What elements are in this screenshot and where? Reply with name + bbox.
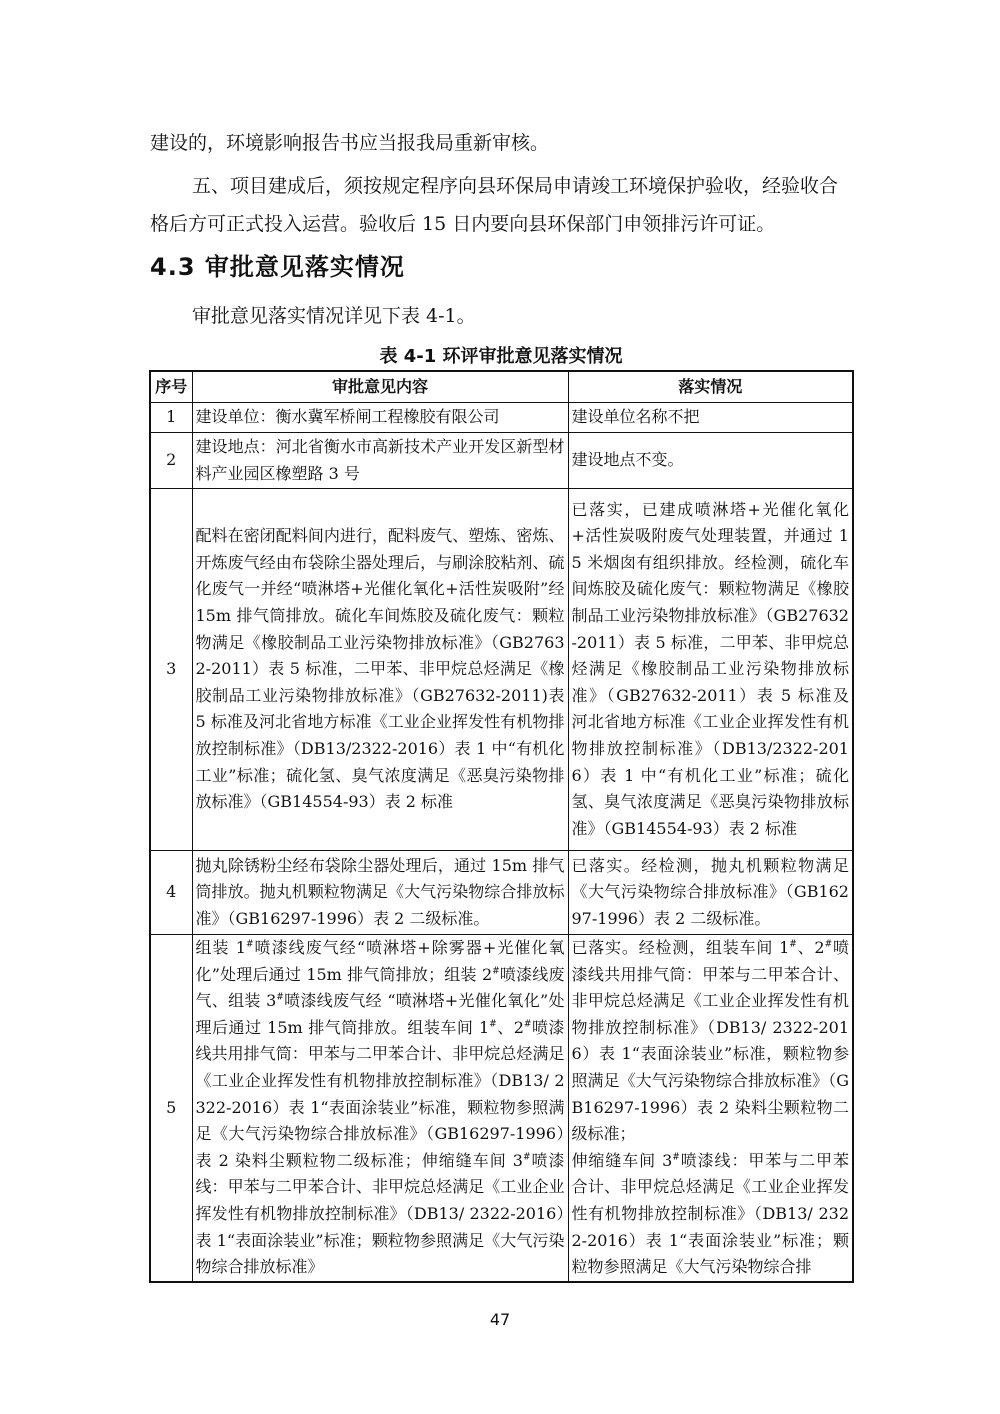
superscript-mark: # xyxy=(276,992,284,1003)
superscript-mark: # xyxy=(492,966,500,977)
row-opinion: 建设地点：河北省衡水市高新技术产业开发区新型材料产业园区橡塑路 3 号 xyxy=(192,433,568,489)
section-heading: 4.3 审批意见落实情况 xyxy=(150,253,405,281)
status-text: 伸缩缝车间 3 xyxy=(571,1150,673,1170)
superscript-mark: # xyxy=(522,1152,531,1163)
approval-table xyxy=(149,370,854,1283)
status-text: 喷漆线：甲苯与二甲苯合计、非甲烷总烃满足《工业企业挥发性有机物排放控制标准》（DB13/ 2322-2016）表 1“表面涂装业”标准；颗粒物参照满足《大气污染物综合排 xyxy=(571,1150,849,1277)
row-number: 1 xyxy=(150,403,192,433)
paragraph-item-five: 五、项目建成后，须按规定程序向县环保局申请竣工环境保护验收，经验收合格后方可正式投入运营。验收后 15 日内要向县环保部门申领排污许可证。 xyxy=(150,175,839,235)
opinion-text: 、2 xyxy=(496,1017,524,1037)
row-opinion: 配料在密闭配料间内进行，配料废气、塑炼、密炼、开炼废气经由布袋除尘器处理后，与刷涂胶粘剂、硫化废气一并经“喷淋塔+光催化氧化+活性炭吸附”经 15m 排气筒排放。硫化车间炼胶及硫化废气：颗粒物满足《橡胶制品工业污染物排放标准》（GB27632-2011）表 5 标准，二甲苯、非甲烷总烃满足《橡胶制品工业污染物排放标准》（GB27632-2011)表 5 标准及河北省地方标准《工业企业挥发性有机物排放控制标准》（DB13/2322-2016）表 1 中“有机化工业”标准；硫化氢、臭气浓度满足《恶臭污染物排放标准》（GB14554-93）表 2 标准 xyxy=(192,489,568,851)
opinion-text: 喷漆线共用排气筒：甲苯与二甲苯合计、非甲烷总烃满足《工业企业挥发性有机物排放控制标准》（DB13/ 2322-2016）表 1“表面涂装业”标准，颗粒物参照满足《大气污染物综合排放标准》（GB16297-1996）表 2 染料尘颗粒物二级标准；伸缩缝车间 3 xyxy=(195,1017,565,1170)
superscript-mark: # xyxy=(824,939,833,950)
row-status xyxy=(568,935,853,1282)
paragraph-continued: 建设的，环境影响报告书应当报我局重新审核。 xyxy=(150,132,550,154)
superscript-mark: # xyxy=(672,1152,680,1163)
superscript-mark: # xyxy=(245,939,254,950)
status-text: 已落实。经检测，组装车间 1 xyxy=(571,938,790,957)
row-number: 4 xyxy=(150,851,192,935)
table-row xyxy=(150,433,853,489)
row-opinion: 建设单位：衡水冀军桥闸工程橡胶有限公司 xyxy=(192,403,568,433)
status-text: 喷漆线共用排气筒：甲苯与二甲苯合计、非甲烷总烃满足《工业企业挥发性有机物排放控制标准》（DB13/ 2322-2016）表 1“表面涂装业”标准，颗粒物参照满足《大气污染物综合排放标准》（GB16297-1996）表 2 染料尘颗粒物二级标准； xyxy=(571,938,849,1144)
opinion-text: 组装 1 xyxy=(195,938,246,957)
table-row xyxy=(150,935,853,1282)
row-number: 3 xyxy=(150,489,192,851)
row-number: 2 xyxy=(150,433,192,489)
row-status: 建设地点不变。 xyxy=(568,433,853,489)
opinion-text: 喷漆线废气经“喷淋塔+除雾器+光催化氧化”处理后通过 15m 排气筒排放；组装 2 xyxy=(195,938,565,984)
header-status: 落实情况 xyxy=(568,371,853,403)
superscript-mark: # xyxy=(789,939,797,950)
header-opinion: 审批意见内容 xyxy=(192,371,568,403)
row-status: 已落实，已建成喷淋塔+光催化氧化+活性炭吸附废气处理装置，并通过 15 米烟囱有组织排放。经检测，硫化车间炼胶及硫化废气：颗粒物满足《橡胶制品工业污染物排放标准》（GB27632-2011）表 5 标准，二甲苯、非甲烷总烃满足《橡胶制品工业污染物排放标准》（GB27632-2011）表 5 标准及河北省地方标准《工业企业挥发性有机物排放控制标准》（DB13/2322-2016）表 1 中“有机化工业”标准；硫化氢、臭气浓度满足《恶臭污染物排放标准》（GB14554-93）表 2 标准 xyxy=(568,489,853,851)
row-opinion: 抛丸除锈粉尘经布袋除尘器处理后，通过 15m 排气筒排放。抛丸机颗粒物满足《大气污染物综合排放标准》（GB16297-1996）表 2 二级标准。 xyxy=(192,851,568,935)
superscript-mark: # xyxy=(489,1019,497,1030)
header-number: 序号 xyxy=(150,371,192,403)
row-status: 建设单位名称不把 xyxy=(568,403,853,433)
opinion-text: 喷漆线废气经 “喷淋塔+光催化氧化”处理后通过 15m 排气筒排放。组装车间 1 xyxy=(195,991,565,1037)
status-text: 、2 xyxy=(796,938,825,957)
opinion-text: 喷漆线：甲苯与二甲苯合计、非甲烷总烃满足《工业企业挥发性有机物排放控制标准》（DB13/ 2322-2016）表 1“表面涂装业”标准；颗粒物参照满足《大气污染物综合排放标准》 xyxy=(195,1150,565,1277)
opinion-text: 喷漆线废气、组装 3 xyxy=(195,964,565,1011)
table-row xyxy=(150,489,853,851)
superscript-mark: # xyxy=(523,1019,532,1030)
table-header-row xyxy=(150,371,853,403)
section-intro: 审批意见落实情况详见下表 4-1。 xyxy=(192,305,476,327)
row-number: 5 xyxy=(150,935,192,1282)
table-row xyxy=(150,403,853,433)
page-number: 47 xyxy=(489,1310,511,1329)
row-opinion xyxy=(192,935,568,1282)
table-title: 表 4-1 环评审批意见落实情况 xyxy=(379,346,623,367)
table-row xyxy=(150,851,853,935)
row-status: 已落实。经检测，抛丸机颗粒物满足《大气污染物综合排放标准》（GB16297-1996）表 2 二级标准。 xyxy=(568,851,853,935)
